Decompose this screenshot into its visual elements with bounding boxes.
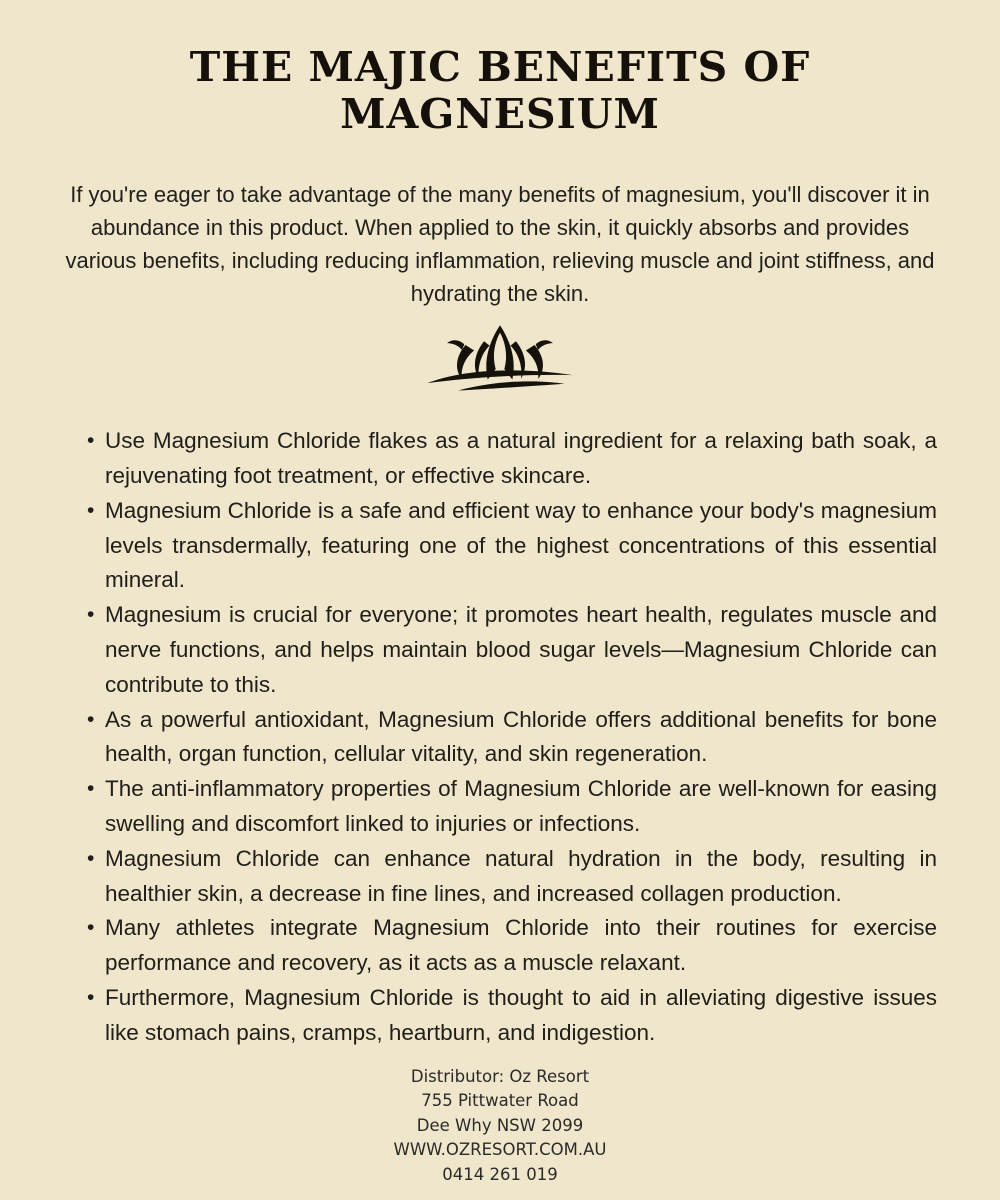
lotus-divider — [0, 318, 1000, 406]
list-item: • Magnesium Chloride can enhance natural hydration in the body, resulting in healthier skin, a decrease in fine lines, and increased collagen production. — [63, 842, 937, 912]
distributor-footer — [0, 1065, 1000, 1188]
list-item: • Magnesium is crucial for everyone; it promotes heart health, regulates muscle and nerve functions, and helps maintain blood sugar levels—Magnesium Chloride can contribute to this. — [63, 598, 937, 702]
list-item: • The anti-inflammatory properties of Magnesium Chloride are well-known for easing swelling and discomfort linked to injuries or infections. — [63, 772, 937, 842]
list-item: • Many athletes integrate Magnesium Chloride into their routines for exercise performance and recovery, as it acts as a muscle relaxant. — [63, 911, 937, 981]
distributor-name: Distributor: Oz Resort — [410, 1066, 590, 1086]
list-item: • Use Magnesium Chloride flakes as a natural ingredient for a relaxing bath soak, a rejuvenating foot treatment, or effective skincare. — [63, 424, 937, 494]
list-item: • Magnesium Chloride is a safe and efficient way to enhance your body's magnesium levels transdermally, featuring one of the highest concentrations of this essential mineral. — [63, 494, 937, 598]
page-title: THE MAJIC BENEFITS OF MAGNESIUM — [189, 43, 811, 139]
list-item: • As a powerful antioxidant, Magnesium Chloride offers additional benefits for bone health, organ function, cellular vitality, and skin regeneration. — [63, 703, 937, 773]
distributor-phone: 0414 261 019 — [442, 1164, 558, 1184]
benefits-list — [63, 424, 937, 1050]
distributor-website: WWW.OZRESORT.COM.AU — [393, 1140, 607, 1160]
distributor-street: 755 Pittwater Road — [421, 1091, 579, 1111]
distributor-city: Dee Why NSW 2099 — [416, 1115, 584, 1135]
list-item: • Furthermore, Magnesium Chloride is thought to aid in alleviating digestive issues like stomach pains, cramps, heartburn, and indigestion. — [63, 981, 937, 1051]
intro-paragraph: If you're eager to take advantage of the many benefits of magnesium, you'll discover it in abundance in this product. When applied to the skin, it quickly absorbs and provides various benefits, including reducing inflammation, relieving muscle and joint stiffness, and hydrating the skin. — [65, 182, 935, 307]
lotus-flower-icon — [420, 318, 580, 404]
